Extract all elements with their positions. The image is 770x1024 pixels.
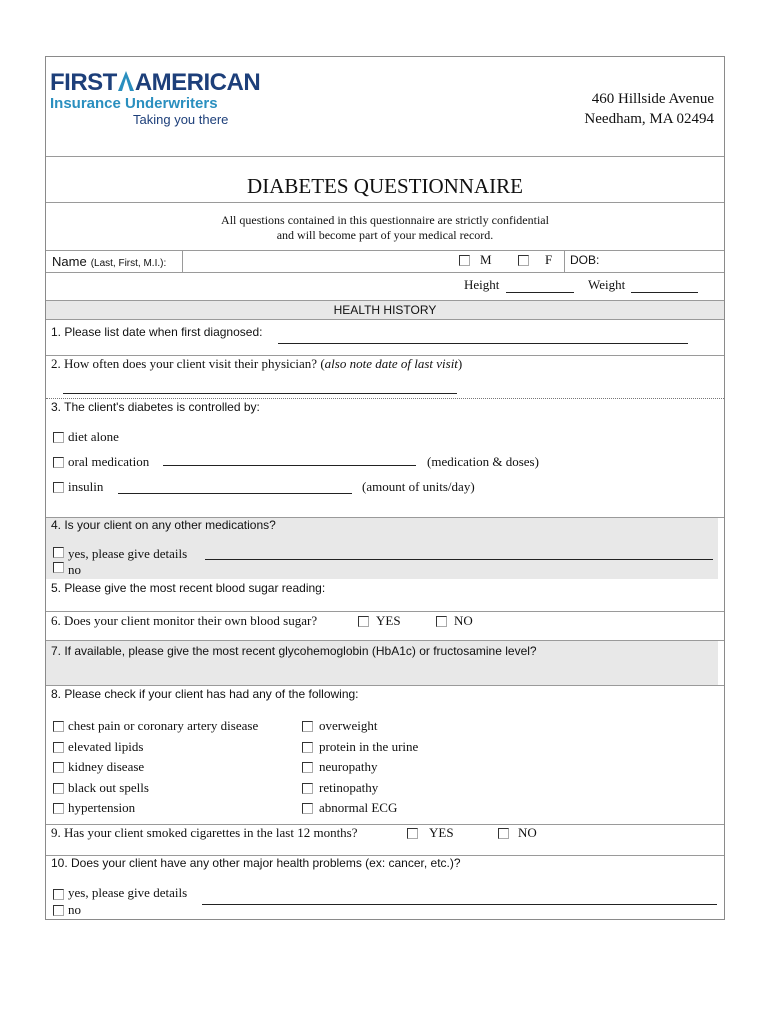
question-7: 7. If available, please give the most recent glycohemoglobin (HbA1c) or fructosamine level? <box>51 644 537 658</box>
divider <box>564 250 565 272</box>
confidential-line-2: and will become part of your medical record. <box>276 228 494 242</box>
other-problems-no-checkbox[interactable] <box>53 905 64 916</box>
monitor-yes-checkbox[interactable] <box>358 616 369 627</box>
weight-label: Weight <box>588 277 626 292</box>
other-problems-yes-checkbox[interactable] <box>53 889 64 900</box>
kidney-disease-checkbox[interactable] <box>53 762 64 773</box>
smoked-no-checkbox[interactable] <box>498 828 509 839</box>
divider <box>46 250 724 251</box>
elevated-lipids-label: elevated lipids <box>68 738 144 754</box>
question-9: 9. Has your client smoked cigarettes in the last 12 months? <box>51 825 358 840</box>
other-meds-details-input[interactable] <box>205 559 713 560</box>
divider <box>46 398 724 399</box>
divider <box>46 202 724 203</box>
divider <box>46 611 724 612</box>
height-input[interactable] <box>506 292 574 293</box>
height-label: Height <box>464 277 500 292</box>
hypertension-label: hypertension <box>68 800 136 815</box>
logo-first-text: FIRST <box>50 69 117 96</box>
oral-medication-hint: (medication & doses) <box>427 454 539 469</box>
divider <box>182 250 183 272</box>
question-1: 1. Please list date when first diagnosed: <box>51 325 263 339</box>
weight-input[interactable] <box>631 292 698 293</box>
retinopathy-label: retinopathy <box>319 779 379 795</box>
questionnaire-page <box>45 56 725 920</box>
other-meds-no-checkbox[interactable] <box>53 562 64 573</box>
health-history-title: HEALTH HISTORY <box>333 303 437 317</box>
overweight-checkbox[interactable] <box>302 721 313 732</box>
insulin-checkbox[interactable] <box>53 482 64 493</box>
monitor-no-checkbox[interactable] <box>436 616 447 627</box>
question-4: 4. Is your client on any other medications? <box>51 518 276 532</box>
abnormal-ecg-label: abnormal ECG <box>319 800 398 815</box>
neuropathy-checkbox[interactable] <box>302 762 313 773</box>
divider <box>46 156 724 157</box>
divider <box>46 319 724 320</box>
divider <box>46 272 724 273</box>
other-problems-details-input[interactable] <box>202 904 717 905</box>
other-meds-yes-checkbox[interactable] <box>53 547 64 558</box>
question-6: 6. Does your client monitor their own blood sugar? <box>51 613 318 628</box>
logo-star-icon <box>117 70 135 92</box>
sex-m-label: M <box>480 252 492 267</box>
insulin-label: insulin <box>68 479 104 494</box>
black-out-spells-checkbox[interactable] <box>53 783 64 794</box>
oral-medication-label: oral medication <box>68 454 150 469</box>
protein-in-the-urine-label: protein in the urine <box>319 738 419 754</box>
monitor-yes-label: YES <box>376 613 401 628</box>
question-3: 3. The client's diabetes is controlled by: <box>51 400 260 414</box>
diet-alone-label: diet alone <box>68 429 119 444</box>
sex-f-label: F <box>545 252 553 267</box>
smoked-yes-checkbox[interactable] <box>407 828 418 839</box>
confidential-notice <box>46 213 724 243</box>
overweight-label: overweight <box>319 718 378 733</box>
elevated-lipids-checkbox[interactable] <box>53 742 64 753</box>
question-2 <box>51 356 462 372</box>
name-label-group <box>52 253 166 271</box>
page-title: DIABETES QUESTIONNAIRE <box>247 174 523 198</box>
question-5: 5. Please give the most recent blood sugar reading: <box>51 581 326 595</box>
logo-tagline: Taking you there <box>133 112 229 127</box>
chest-pain-or-coronary-artery-disease-label: chest pain or coronary artery disease <box>68 718 259 733</box>
diagnosed-date-input[interactable] <box>278 343 688 344</box>
monitor-no-label: NO <box>454 613 473 628</box>
question-8: 8. Please check if your client has had any of the following: <box>51 687 359 701</box>
address-line-2: Needham, MA 02494 <box>584 111 714 127</box>
smoked-yes-label: YES <box>429 825 454 840</box>
chest-pain-or-coronary-artery-disease-checkbox[interactable] <box>53 721 64 732</box>
diet-alone-checkbox[interactable] <box>53 432 64 443</box>
health-history-header <box>46 301 724 319</box>
question-2-close: ) <box>457 356 463 371</box>
name-label: Name <box>52 254 87 269</box>
other-problems-yes-label: yes, please give details <box>68 885 188 900</box>
question-2-text: 2. How often does your client visit their physician? ( <box>51 356 325 371</box>
sex-f-checkbox[interactable] <box>518 255 529 266</box>
insulin-hint: (amount of units/day) <box>362 479 475 494</box>
address-line-1: 460 Hillside Avenue <box>591 91 714 107</box>
other-meds-no-label: no <box>68 562 81 577</box>
physician-visit-input[interactable] <box>63 393 457 394</box>
other-problems-no-label: no <box>68 902 81 917</box>
retinopathy-checkbox[interactable] <box>302 783 313 794</box>
company-address <box>584 89 714 129</box>
question-10: 10. Does your client have any other major health problems (ex: cancer, etc.)? <box>51 856 461 870</box>
name-hint: (Last, First, M.I.): <box>90 258 167 269</box>
oral-medication-input[interactable] <box>163 465 416 466</box>
other-meds-yes-label: yes, please give details <box>68 546 188 561</box>
insulin-input[interactable] <box>118 493 352 494</box>
name-input[interactable] <box>184 252 441 270</box>
dob-label: DOB: <box>570 253 600 267</box>
confidential-line-1: All questions contained in this questionnaire are strictly confidential <box>221 213 549 227</box>
oral-medication-checkbox[interactable] <box>53 457 64 468</box>
neuropathy-label: neuropathy <box>319 759 378 774</box>
divider <box>46 685 724 686</box>
kidney-disease-label: kidney disease <box>68 759 145 774</box>
logo-subtitle: Insurance Underwriters <box>50 95 218 112</box>
sex-m-checkbox[interactable] <box>459 255 470 266</box>
dob-input[interactable] <box>602 252 718 270</box>
abnormal-ecg-checkbox[interactable] <box>302 803 313 814</box>
question-2-italic: also note date of last visit <box>324 356 458 371</box>
black-out-spells-label: black out spells <box>68 779 149 795</box>
hypertension-checkbox[interactable] <box>53 803 64 814</box>
logo-american-text: AMERICAN <box>134 69 261 96</box>
protein-in-the-urine-checkbox[interactable] <box>302 742 313 753</box>
smoked-no-label: NO <box>518 825 537 840</box>
company-logo <box>50 69 260 127</box>
